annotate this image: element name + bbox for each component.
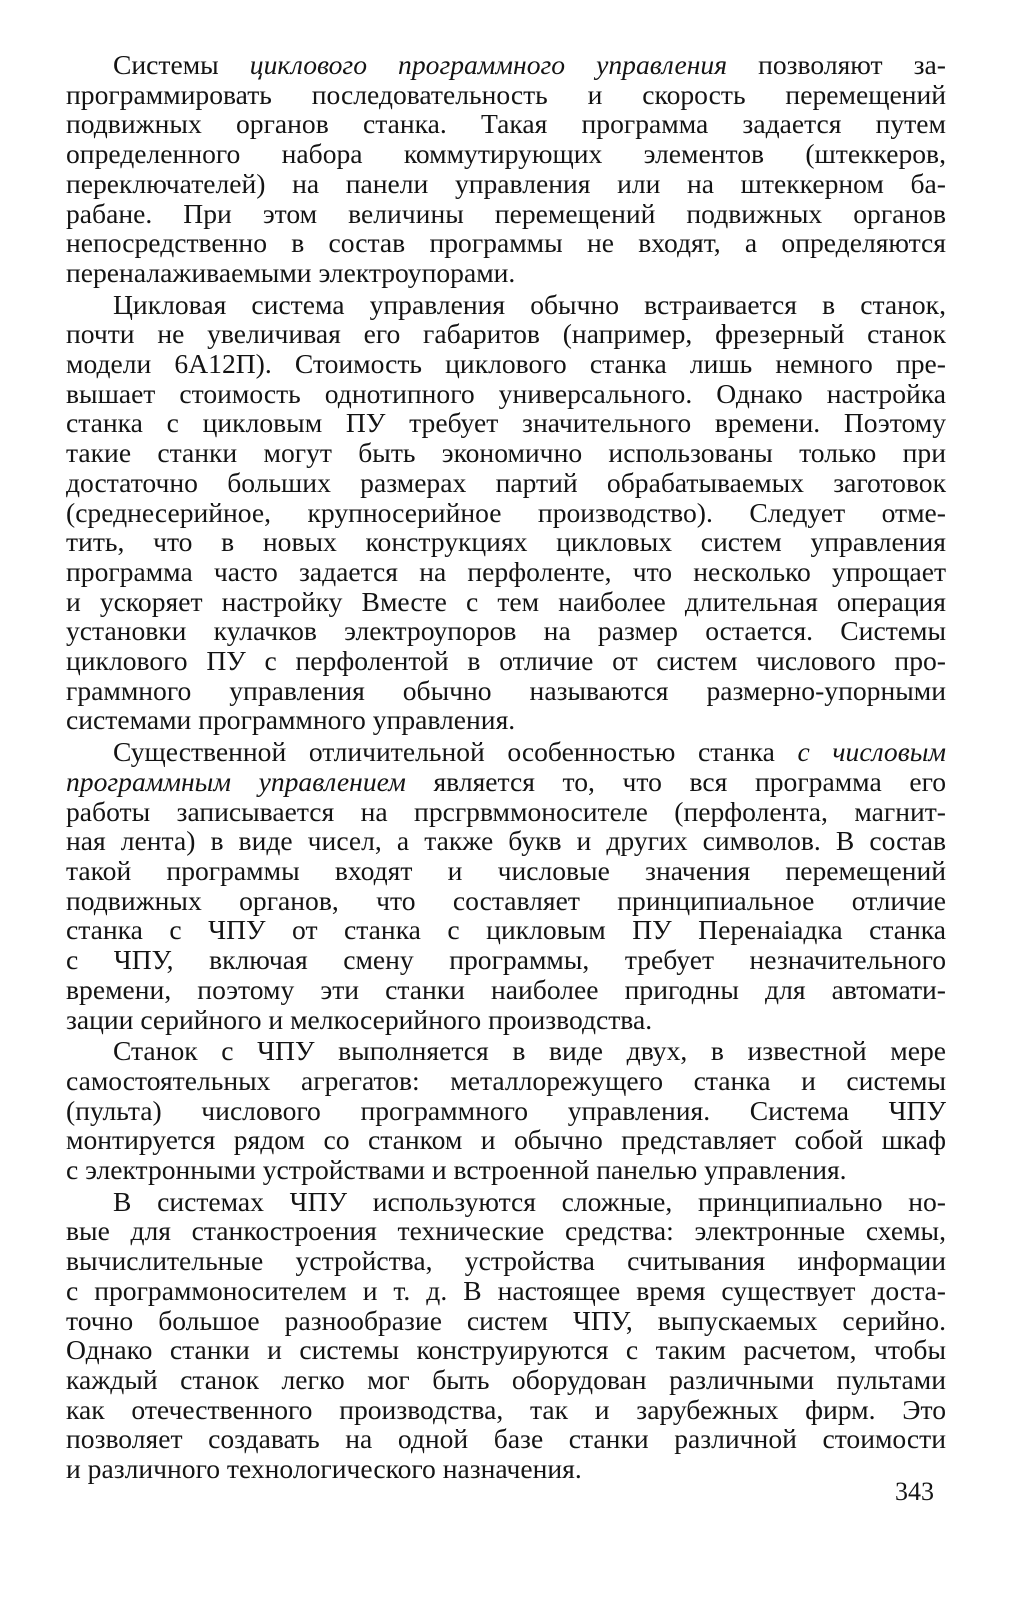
text-line: вышает стоимость однотипного универсального. Однако настройка (66, 377, 946, 409)
text-line: переналаживаемыми электроупорами. (66, 256, 516, 288)
text-line: подвижных органов, что составляет принципиальное отличие (66, 884, 946, 916)
text-line: каждый станок легко мог быть оборудован различными пультами (66, 1363, 946, 1395)
text-line: ная лента) в виде чисел, а также букв и других символов. В состав (66, 825, 946, 857)
text-line: подвижных органов станка. Такая программа задается путем (66, 108, 946, 140)
text-line: установки кулачков электроупоров на размер остается. Системы (66, 615, 946, 647)
text-line: Станок с ЧПУ выполняется в виде двух, в известной мере (113, 1035, 946, 1067)
text-line: В системах ЧПУ используются сложные, принципиально но- (113, 1185, 946, 1217)
text-line: самостоятельных агрегатов: металлорежущего станка и системы (66, 1064, 946, 1096)
text-line: рабане. При этом величины перемещений подвижных органов (66, 197, 946, 229)
text-line: Существенной отличительной особенностью станка с числовым (113, 736, 947, 768)
text-line: как отечественного производства, так и зарубежных фирм. Это (66, 1393, 946, 1425)
text-line: работы записывается на прсгрвммоносителе (перфолента, магнит- (66, 795, 946, 827)
text-line: циклового ПУ с перфолентой в отличие от систем числового про- (66, 645, 946, 677)
text-line: (пульта) числового программного управления. Система ЧПУ (66, 1094, 946, 1126)
text-line: времени, поэтому эти станки наиболее пригодны для автомати- (66, 973, 946, 1005)
text-line: переключателей) на панели управления или на штеккерном ба- (66, 167, 946, 199)
text-line: модели 6А12П). Стоимость циклового станка лишь немного пре- (66, 348, 946, 380)
text-line: программным управлением является то, что вся программа его (66, 765, 947, 797)
text-line: тить, что в новых конструкциях цикловых систем управления (66, 526, 946, 558)
paragraph-5 (66, 1187, 946, 1484)
text-line: почти не увеличивая его габаритов (например, фрезерный станок (66, 318, 946, 350)
text-line: Системы циклового программного управления позволяют за- (113, 49, 946, 80)
emphasis: с числовым (797, 736, 947, 768)
text-line: программа часто задается на перфоленте, что несколько упрощает (66, 555, 946, 587)
page-number: 343 (895, 1477, 934, 1506)
text-line: Однако станки и системы конструируются с таким расчетом, чтобы (66, 1334, 946, 1366)
text-line: позволяет создавать на одной базе станки различной стоимости (66, 1423, 946, 1455)
emphasis: программным управлением (66, 765, 406, 797)
text-line: вые для станкостроения технические средства: электронные схемы, (66, 1215, 946, 1247)
text-line: такие станки могут быть экономично использованы только при (66, 437, 946, 469)
text-line: с ЧПУ, включая смену программы, требует незначительного (66, 944, 946, 976)
text-line: и ускоряет настройку Вместе с тем наиболее длительная операция (66, 585, 946, 617)
paragraph-4 (66, 1036, 946, 1185)
text-line: станка с цикловым ПУ требует значительного времени. Поэтому (66, 407, 946, 439)
text-line: с программоносителем и т. д. В настоящее время существует доста- (66, 1274, 946, 1306)
text-line: Цикловая система управления обычно встраивается в станок, (113, 288, 946, 320)
document-page (66, 50, 946, 1486)
text-line: станка с ЧПУ от станка с цикловым ПУ Перенаiадка станка (66, 914, 946, 946)
paragraph-1 (66, 50, 946, 288)
text-line: такой программы входят и числовые значения перемещений (66, 854, 946, 886)
emphasis: циклового программного управления (249, 49, 728, 80)
text-line: программировать последовательность и скорость перемещений (66, 78, 946, 110)
text-line: (среднесерийное, крупносерийное производство). Следует отме- (66, 496, 946, 528)
text-line: достаточно больших размерах партий обрабатываемых заготовок (66, 466, 946, 498)
text-line: определенного набора коммутирующих элементов (штеккеров, (66, 138, 946, 170)
text-line: зации серийного и мелкосерийного производства. (66, 1003, 653, 1035)
text-line: системами программного управления. (66, 704, 516, 736)
text-line: монтируется рядом со станком и обычно представляет собой шкаф (66, 1124, 946, 1156)
text-line: с электронными устройствами и встроенной панелью управления. (66, 1154, 847, 1186)
paragraph-3 (66, 737, 946, 1034)
text-line: и различного технологического назначения. (66, 1453, 582, 1485)
text-line: граммного управления обычно называются размерно-упорными (66, 674, 946, 706)
text-line: вычислительные устройства, устройства считывания информации (66, 1245, 946, 1277)
text-line: непосредственно в состав программы не входят, а определяются (66, 227, 946, 259)
text-line: точно большое разнообразие систем ЧПУ, выпускаемых серийно. (66, 1304, 946, 1336)
paragraph-2 (66, 290, 946, 736)
